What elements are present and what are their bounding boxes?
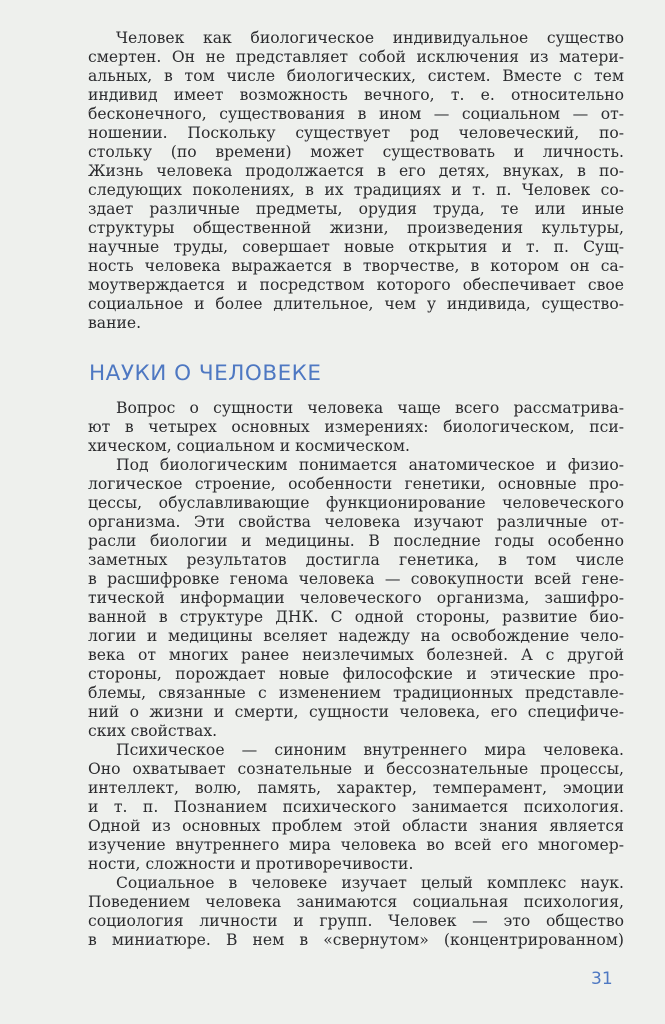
text-line: интеллект, волю, память, характер, темперамент, эмоции <box>88 779 624 797</box>
text-line: Вопрос о сущности человека чаще всего рассматрива- <box>116 399 624 417</box>
text-line: хическом, социальном и космическом. <box>88 437 410 455</box>
text-line: ских свойствах. <box>88 722 218 740</box>
section-heading: НАУКИ О ЧЕЛОВЕКЕ <box>89 361 322 386</box>
text-line: бесконечного, существования в ином — социальном — от- <box>88 105 624 123</box>
text-line: стольку (по времени) может существовать и личность. <box>88 143 624 161</box>
text-line: в миниатюре. В нем в «свернутом» (концентрированном) <box>88 931 624 949</box>
text-line: смертен. Он не представляет собой исключения из матери- <box>88 48 624 66</box>
text-line: альных, в том числе биологических, систем. Вместе с тем <box>88 67 624 85</box>
text-line: заметных результатов достигла генетика, в том числе <box>88 551 624 569</box>
text-line: логии и медицины вселяет надежду на освобождение чело- <box>88 627 624 645</box>
text-line: века от многих ранее неизлечимых болезней. А с другой <box>88 646 624 664</box>
text-line: в расшифровке генома человека — совокупности всей гене- <box>88 570 624 588</box>
text-line: Социальное в человеке изучает целый комплекс наук. <box>116 874 624 892</box>
text-line: индивид имеет возможность вечного, т. е. относительно <box>88 86 624 104</box>
text-line: Человек как биологическое индивидуальное существо <box>116 29 624 47</box>
text-line: научные труды, совершает новые открытия и т. п. Сущ- <box>88 238 624 256</box>
text-line: блемы, связанные с изменением традиционных представле- <box>88 684 624 702</box>
text-line: ность человека выражается в творчестве, в котором он са- <box>88 257 624 275</box>
text-line: ношении. Поскольку существует род человеческий, по- <box>88 124 624 142</box>
text-line: вание. <box>88 314 142 332</box>
text-line: структуры общественной жизни, произведения культуры, <box>88 219 624 237</box>
text-line: социальное и более длительное, чем у индивида, существо- <box>88 295 624 313</box>
text-line: Психическое — синоним внутреннего мира человека. <box>116 741 624 759</box>
text-line: ют в четырех основных измерениях: биологическом, пси- <box>88 418 624 436</box>
intro-paragraph <box>88 29 624 333</box>
text-line: цессы, обуславливающие функционирование человеческого <box>88 494 624 512</box>
text-line: ванной в структуре ДНК. С одной стороны, развитие био- <box>88 608 624 626</box>
text-line: ний о жизни и смерти, сущности человека, его специфиче- <box>88 703 624 721</box>
text-line: тической информации человеческого организма, зашифро- <box>88 589 624 607</box>
text-line: здает различные предметы, орудия труда, те или иные <box>88 200 624 218</box>
sciences-section <box>88 399 624 950</box>
text-line: следующих поколениях, в их традициях и т. п. Человек со- <box>88 181 624 199</box>
text-line: Поведением человека занимаются социальная психология, <box>88 893 624 911</box>
text-line: логическое строение, особенности генетики, основные про- <box>88 475 624 493</box>
text-line: организма. Эти свойства человека изучают различные от- <box>88 513 624 531</box>
text-line: социология личности и групп. Человек — это общество <box>88 912 624 930</box>
text-line: изучение внутреннего мира человека во всей его многомер- <box>88 836 624 854</box>
text-line: Оно охватывает сознательные и бессознательные процессы, <box>88 760 624 778</box>
text-line: Под биологическим понимается анатомическое и физио- <box>116 456 624 474</box>
text-line: и т. п. Познанием психического занимается психология. <box>88 798 624 816</box>
text-line: Жизнь человека продолжается в его детях, внуках, в по- <box>88 162 624 180</box>
page-number: 31 <box>591 969 613 989</box>
text-line: ности, сложности и противоречивости. <box>88 855 414 873</box>
text-line: расли биологии и медицины. В последние годы особенно <box>88 532 624 550</box>
text-line: моутверждается и посредством которого обеспечивает свое <box>88 276 624 294</box>
text-line: стороны, порождает новые философские и этические про- <box>88 665 624 683</box>
text-line: Одной из основных проблем этой области знания является <box>88 817 624 835</box>
